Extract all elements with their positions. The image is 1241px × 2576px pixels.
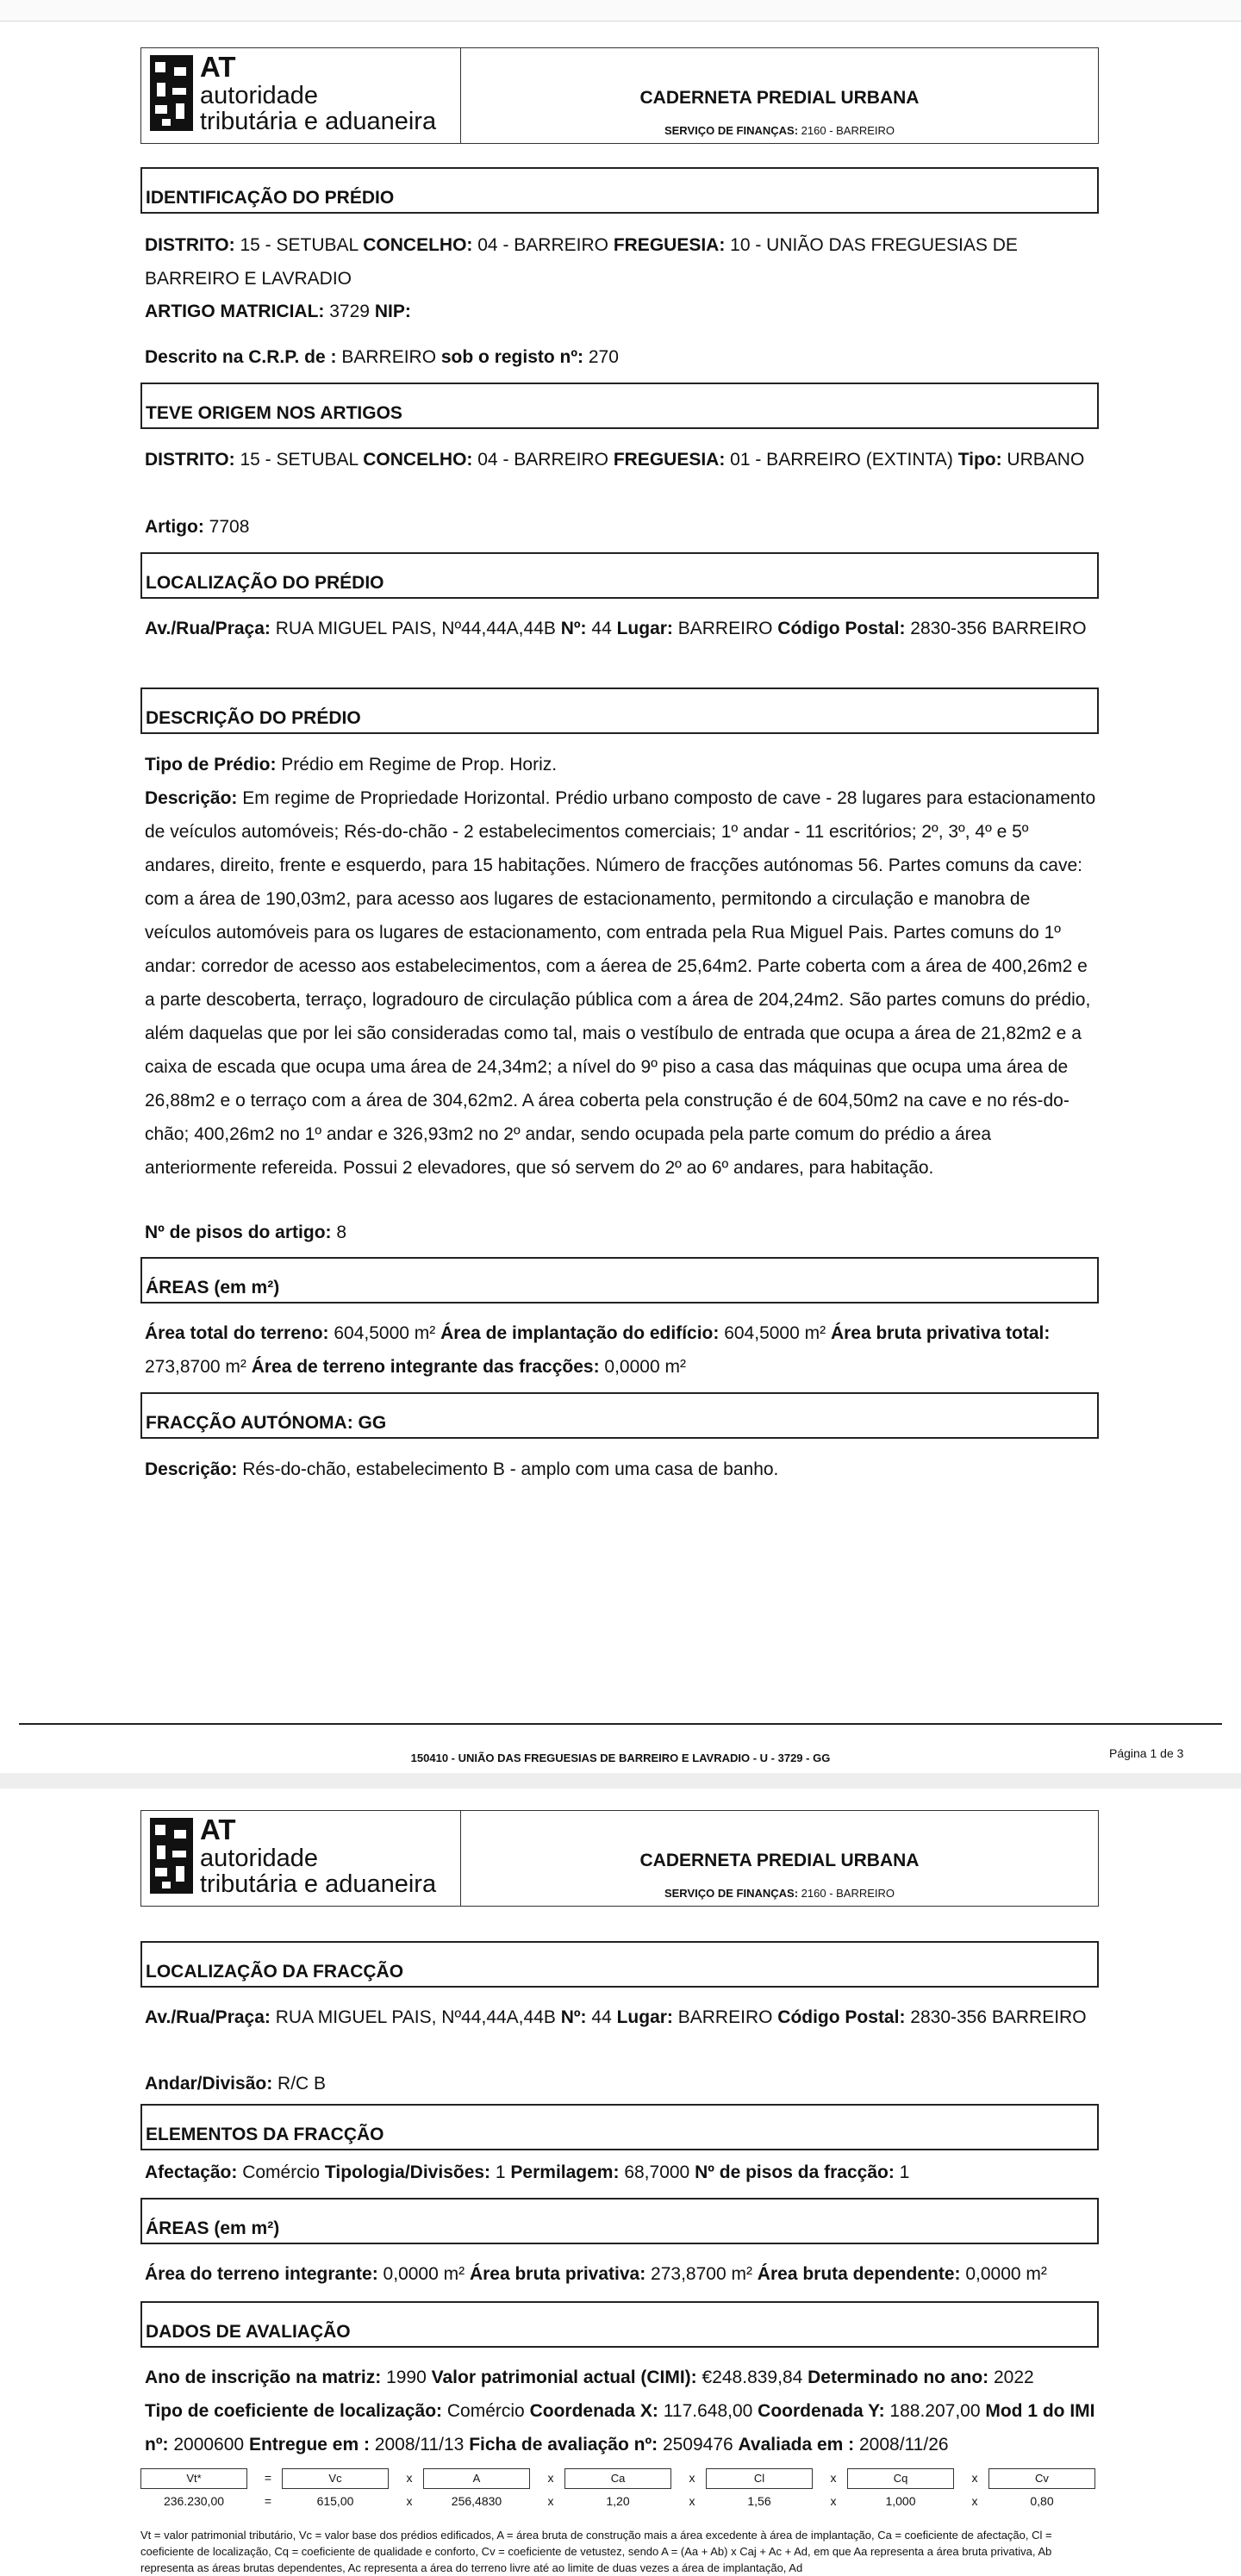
field-value: 0,0000 m² <box>960 2264 1047 2284</box>
descricao-line-1 <box>145 748 1098 781</box>
field-label: Nº: <box>560 2007 587 2027</box>
page-separator <box>0 1773 1241 1789</box>
formula-header-a: A <box>423 2468 530 2489</box>
logo-line-1: autoridade <box>200 1845 319 1872</box>
localizacao-fraccao-line-2 <box>145 2067 1098 2100</box>
formula-op-x: x <box>406 2494 413 2508</box>
formula-value-ca: 1,20 <box>606 2494 630 2508</box>
field-label: Área bruta privativa: <box>469 2264 646 2284</box>
identificacao-line-1 <box>145 228 1098 296</box>
formula-op-x: x <box>547 2471 554 2485</box>
field-label: Avaliada em : <box>738 2435 855 2455</box>
field-value: R/C B <box>272 2074 327 2094</box>
fraccao-line-1 <box>145 1453 1098 1486</box>
section-title: ELEMENTOS DA FRACÇÃO <box>146 2125 384 2144</box>
formula-op-eq: = <box>264 2471 272 2485</box>
field-value: 604,5000 m² <box>719 1323 831 1343</box>
field-value: 1 <box>490 2162 511 2182</box>
origem-line-1 <box>145 443 1098 476</box>
field-label: FREGUESIA: <box>613 235 726 255</box>
field-value: 10 - UNIÃO DAS FREGUESIAS DE BARREIRO E LAVRADIO <box>145 235 1018 289</box>
field-value: BARREIRO <box>672 2007 778 2027</box>
header-title-area <box>461 48 1098 143</box>
logo-line-2: tributária e aduaneira <box>200 108 437 135</box>
at-logo <box>141 1811 461 1906</box>
formula-value-cq: 1,000 <box>885 2494 916 2508</box>
field-value: 04 - BARREIRO <box>472 450 614 470</box>
field-label: Descrição: <box>145 1459 238 1479</box>
field-value: 04 - BARREIRO <box>472 235 614 255</box>
origem-line-2 <box>145 510 1098 544</box>
formula-value-vc: 615,00 <box>316 2494 354 2508</box>
field-value: 3729 <box>324 302 375 321</box>
field-label: Tipologia/Divisões: <box>324 2162 491 2182</box>
descricao-line-3 <box>145 1216 1098 1249</box>
formula-op-x: x <box>830 2471 837 2485</box>
field-label: FREGUESIA: <box>613 450 726 470</box>
field-label: Mod 1 do IMI nº: <box>145 2401 1095 2455</box>
field-label: Nº de pisos da fracção: <box>695 2162 895 2182</box>
field-value: Comércio <box>237 2162 325 2182</box>
field-value: 273,8700 m² <box>645 2264 758 2284</box>
at-emblem-icon <box>150 1818 193 1894</box>
section-title: DESCRIÇÃO DO PRÉDIO <box>146 708 361 728</box>
field-value: 0,0000 m² <box>599 1357 686 1377</box>
section-descricao <box>140 688 1099 734</box>
field-label: ARTIGO MATRICIAL: <box>145 302 325 321</box>
field-label: Av./Rua/Praça: <box>145 2007 271 2027</box>
section-title: ÁREAS (em m²) <box>146 2218 280 2238</box>
logo-at-text: AT <box>200 1814 236 1845</box>
section-elementos <box>140 2104 1099 2150</box>
servico-value: 2160 - BARREIRO <box>801 1887 895 1900</box>
field-value: 1990 <box>381 2368 432 2387</box>
field-label: Ano de inscrição na matriz: <box>145 2368 382 2387</box>
field-label: Tipo de Prédio: <box>145 755 277 775</box>
footer-divider <box>19 1723 1222 1725</box>
field-label: Código Postal: <box>777 619 906 638</box>
field-value: 604,5000 m² <box>328 1323 441 1343</box>
section-areas-fraccao <box>140 2198 1099 2244</box>
servico-financas <box>461 124 1098 137</box>
field-label: Área total do terreno: <box>145 1323 329 1343</box>
field-value: 273,8700 m² <box>145 1357 252 1377</box>
formula-op-x: x <box>971 2494 978 2508</box>
formula-header-vt: Vt* <box>140 2468 247 2489</box>
servico-financas <box>461 1887 1098 1900</box>
field-value: 2022 <box>988 2368 1034 2387</box>
formula-header-cl: Cl <box>706 2468 813 2489</box>
formula-footnote: Vt = valor patrimonial tributário, Vc = valor base dos prédios edificados, A = área bruta de construção mais a área excedente à área de implantação, Ca = coeficiente de afectação, Cl = coeficiente de localização, Cq = coeficiente de qualidade e conforto, Cv = coeficiente de vetustez, sendo A = (Aa + Ab) x Caj + Ac + Ad, em que Aa representa a área bruta privativa, Ab representa as áreas brutas dependentes, Ac representa a área do terreno livre até ao limite de duas vezes a área de implantação, Ad <box>140 2529 1052 2574</box>
formula-header-vc: Vc <box>282 2468 389 2489</box>
document-page-2 <box>0 1789 1241 2575</box>
formula-header-cq: Cq <box>847 2468 954 2489</box>
field-label: CONCELHO: <box>363 450 473 470</box>
at-emblem-icon <box>150 55 193 131</box>
field-label: Área do terreno integrante: <box>145 2264 378 2284</box>
field-value: RUA MIGUEL PAIS, Nº44,44A,44B <box>270 2007 561 2027</box>
formula-value-cv: 0,80 <box>1030 2494 1054 2508</box>
page-number: Página 1 de 3 <box>1109 1746 1184 1760</box>
section-areas <box>140 1257 1099 1304</box>
servico-value: 2160 - BARREIRO <box>801 124 895 137</box>
formula-header-cv: Cv <box>988 2468 1095 2489</box>
field-label: sob o registo nº: <box>440 347 584 367</box>
field-label: Lugar: <box>616 2007 673 2027</box>
field-label: Entregue em : <box>248 2435 370 2455</box>
field-label: Valor patrimonial actual (CIMI): <box>431 2368 697 2387</box>
field-value: 2008/11/26 <box>854 2435 949 2455</box>
field-value: Rés-do-chão, estabelecimento B - amplo com uma casa de banho. <box>237 1459 779 1479</box>
field-label: Área de implantação do edifício: <box>440 1323 720 1343</box>
identificacao-line-3 <box>145 340 1098 374</box>
field-label: Área de terreno integrante das fracções: <box>251 1357 600 1377</box>
section-origem <box>140 383 1099 429</box>
field-value: 8 <box>331 1223 347 1242</box>
field-value: 01 - BARREIRO (EXTINTA) <box>725 450 958 470</box>
document-title: CADERNETA PREDIAL URBANA <box>639 1851 920 1870</box>
field-value: 15 - SETUBAL <box>234 450 364 470</box>
field-label: Permilagem: <box>510 2162 620 2182</box>
section-identificacao <box>140 167 1099 214</box>
field-label: Coordenada X: <box>529 2401 658 2421</box>
field-value: BARREIRO <box>672 619 778 638</box>
section-title: FRACÇÃO AUTÓNOMA: GG <box>146 1413 387 1433</box>
section-title: LOCALIZAÇÃO DO PRÉDIO <box>146 573 384 593</box>
formula-value-cl: 1,56 <box>747 2494 771 2508</box>
section-title: DADOS DE AVALIAÇÃO <box>146 2322 351 2342</box>
section-localizacao-fraccao <box>140 1941 1099 1988</box>
formula-value-a: 256,4830 <box>451 2494 502 2508</box>
at-logo <box>141 48 461 143</box>
areas-line-1 <box>145 1316 1098 1384</box>
field-value: 44 <box>586 619 617 638</box>
logo-at-text: AT <box>200 51 236 83</box>
field-label: Nº de pisos do artigo: <box>145 1223 332 1242</box>
elementos-line-1 <box>145 2156 1098 2189</box>
field-label: Descrito na C.R.P. de : <box>145 347 337 367</box>
formula-op-x: x <box>547 2494 554 2508</box>
field-label: Tipo de coeficiente de localização: <box>145 2401 443 2421</box>
field-value: 15 - SETUBAL <box>234 235 364 255</box>
field-label: CONCELHO: <box>363 235 473 255</box>
areas-fraccao-line-1 <box>145 2257 1098 2291</box>
field-value: 0,0000 m² <box>377 2264 470 2284</box>
field-value: 2830-356 BARREIRO <box>905 2007 1087 2027</box>
field-label: NIP: <box>374 302 411 321</box>
field-value: 7708 <box>203 517 250 537</box>
field-label: Ficha de avaliação nº: <box>469 2435 658 2455</box>
logo-line-2: tributária e aduaneira <box>200 1870 437 1898</box>
field-label: Área bruta dependente: <box>757 2264 961 2284</box>
field-value: 1 <box>894 2162 910 2182</box>
field-label: Área bruta privativa total: <box>830 1323 1051 1343</box>
field-value: Em regime de Propriedade Horizontal. Prédio urbano composto de cave - 28 lugares para estacionamento de veículos automóveis; Rés-do-chão - 2 estabelecimentos comerciais; 1º andar - 11 escritórios; 2º, 3º, 4º e 5º andares, direito, frente e esquerdo, para 15 habitações. Número de fracções autónomas 56. Partes comuns da cave: com a área de 190,03m2, para acesso aos lugares de estacionamento, permitondo a circulação e manobra de veículos automóveis para os lugares de estacionamento, com entrada pela Rua Miguel Pais. Partes comuns do 1º andar: corredor de acesso aos estabelecimentos, com a áerea de 25,64m2. Parte coberta com a área de 400,26m2 e a parte descoberta, terraço, logradouro de circulação pública com a área de 204,24m2. São partes comuns do prédio, além daquelas que por lei são consideradas como tal, mais o vestíbulo de entrada que ocupa a área de 21,82m2 e a caixa de escada que ocupa uma área de 24,34m2; a nível do 9º piso a casa das máquinas que ocupa uma área de 26,88m2 e o terraço com a área de 304,62m2. A área coberta pela construção é de 604,50m2 na cave e no rés-do-chão; 400,26m2 no 1º andar e 326,93m2 no 2º andar, sendo ocupada pela parte comum do prédio a área anteriormente refereida. Possui 2 elevadores, que só servem do 2º ao 6º andares, para habitação. <box>145 788 1096 1178</box>
localizacao-fraccao-line-1 <box>145 2000 1098 2034</box>
formula-op-x: x <box>830 2494 837 2508</box>
field-label: Av./Rua/Praça: <box>145 619 271 638</box>
field-value: 2509476 <box>658 2435 739 2455</box>
formula-header-ca: Ca <box>564 2468 671 2489</box>
field-label: Artigo: <box>145 517 204 537</box>
section-title: IDENTIFICAÇÃO DO PRÉDIO <box>146 188 395 208</box>
document-title: CADERNETA PREDIAL URBANA <box>639 88 920 108</box>
servico-label: SERVIÇO DE FINANÇAS: <box>664 1887 799 1900</box>
field-value: RUA MIGUEL PAIS, Nº44,44A,44B <box>270 619 561 638</box>
formula-value-row <box>140 2494 1099 2515</box>
section-avaliacao <box>140 2301 1099 2348</box>
field-value: Comércio <box>442 2401 530 2421</box>
page-header <box>140 1810 1099 1907</box>
formula-op-x: x <box>971 2471 978 2485</box>
formula-op-x: x <box>689 2494 695 2508</box>
header-title-area <box>461 1811 1098 1906</box>
section-title: ÁREAS (em m²) <box>146 1278 280 1297</box>
field-value: BARREIRO <box>336 347 441 367</box>
localizacao-line-1 <box>145 612 1098 645</box>
page-footer-ref: 150410 - UNIÃO DAS FREGUESIAS DE BARREIRO E LAVRADIO - U - 3729 - GG <box>410 1752 831 1764</box>
formula-value-vt: 236.230,00 <box>163 2494 225 2508</box>
field-value: URBANO <box>1001 450 1085 470</box>
field-value: Prédio em Regime de Prop. Horiz. <box>276 755 558 775</box>
field-label: Afectação: <box>145 2162 238 2182</box>
field-value: 2008/11/13 <box>369 2435 470 2455</box>
formula-op-x: x <box>406 2471 413 2485</box>
field-label: Coordenada Y: <box>758 2401 885 2421</box>
descricao-line-2 <box>145 781 1098 1185</box>
formula-op-x: x <box>689 2471 695 2485</box>
page-header <box>140 47 1099 144</box>
field-value: 270 <box>583 347 619 367</box>
field-label: Código Postal: <box>777 2007 906 2027</box>
field-value: 188.207,00 <box>884 2401 986 2421</box>
field-label: Andar/Divisão: <box>145 2074 273 2094</box>
formula-header-row <box>140 2468 1099 2489</box>
field-value: 68,7000 <box>619 2162 695 2182</box>
servico-label: SERVIÇO DE FINANÇAS: <box>664 124 799 137</box>
formula-op-eq: = <box>264 2494 272 2508</box>
field-label: Lugar: <box>616 619 673 638</box>
field-label: DISTRITO: <box>145 235 235 255</box>
field-label: DISTRITO: <box>145 450 235 470</box>
identificacao-line-2 <box>145 295 1098 328</box>
logo-line-1: autoridade <box>200 82 319 109</box>
section-fraccao <box>140 1392 1099 1439</box>
field-label: Tipo: <box>957 450 1002 470</box>
avaliacao-line-2 <box>145 2394 1098 2461</box>
field-label: Determinado no ano: <box>808 2368 989 2387</box>
field-value: 117.648,00 <box>658 2401 758 2421</box>
section-title: TEVE ORIGEM NOS ARTIGOS <box>146 403 402 423</box>
field-value: 2830-356 BARREIRO <box>905 619 1087 638</box>
section-title: LOCALIZAÇÃO DA FRACÇÃO <box>146 1962 404 1982</box>
section-localizacao <box>140 552 1099 599</box>
field-value: €248.839,84 <box>696 2368 808 2387</box>
field-label: Nº: <box>560 619 587 638</box>
field-value: 44 <box>586 2007 617 2027</box>
field-label: Descrição: <box>145 788 238 808</box>
avaliacao-line-1 <box>145 2361 1098 2394</box>
field-value: 2000600 <box>168 2435 249 2455</box>
